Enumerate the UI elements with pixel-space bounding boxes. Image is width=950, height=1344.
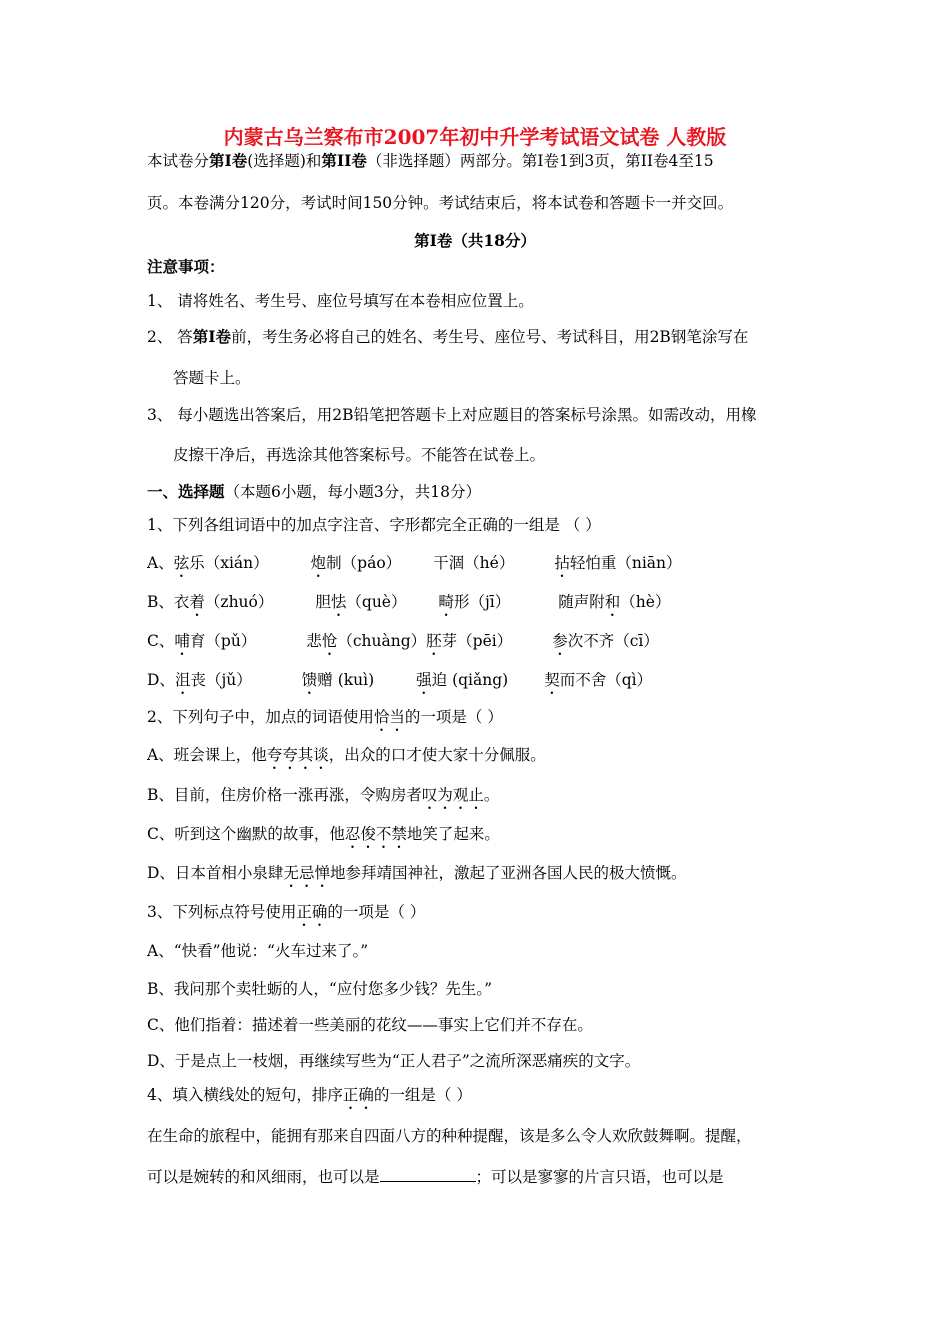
opt-text: B、衣 [147,593,190,611]
opt-text: 形（jī） [454,593,511,611]
q1-option-b [147,591,670,620]
notice-heading: 注意事项： [147,257,225,276]
dotted-char: 怆 [321,632,338,650]
dotted-word: 无忌惮 [283,864,330,882]
q3-stem-text: 3、下列标点符号使用 [147,903,297,921]
opt-text: （què） [346,593,407,611]
dotted-char: 哺 [174,632,190,650]
section-title: 第I卷（共18分） [414,231,536,250]
dotted-char: 强 [416,671,432,689]
opt-text: 地笑了起来。 [406,825,500,843]
opt-text: 丧（jǔ） [190,671,252,689]
q1-stem-text: 1、下列各组词语中的加点字注音、字形都完全正确的一组是 （ ） [147,516,601,534]
q4-stem-text: 4、填入横线处的短句，排序 [147,1086,343,1104]
dotted-char: 沮 [174,671,191,689]
exam-title: 内蒙古乌兰察布市2007年初中升学考试语文试卷 人教版 [223,125,727,149]
opt-letter: A、 [147,554,174,572]
opt-text: （chuàng） [337,632,427,650]
opt-text: 而不舍（qì） [559,671,653,689]
q2-stem-text: 2、下列句子中，加点的词语使用 [147,708,374,726]
opt-text: 制（páo） [326,554,402,572]
intro-text: (选择题)和 [247,152,322,170]
dotted-word: 正确 [342,1086,374,1104]
notice-text: 前，考生务必将自己的姓名、考生号、座位号、考试科目，用2B钢笔涂写在 [231,328,749,346]
q3-option-a: A、“快看”他说：“火车过来了。” [147,942,369,960]
opt-text: 芽（pēi） [441,632,513,650]
dotted-char: 馈 [301,671,318,689]
part1-label: 一、选择题 [147,482,225,501]
opt-text: 轻怕重（niān） [569,554,682,572]
dotted-word: 夸夸其谈 [266,746,329,764]
q1-option-a [147,552,682,581]
opt-text: A、班会课上，他 [147,746,267,764]
dotted-word: 叹为观止 [421,786,484,804]
dotted-char: 契 [544,671,560,689]
opt-text: 随声附 [558,593,605,611]
opt-text: 乐（xián） [189,554,269,572]
dotted-word: 恰当 [373,708,405,726]
dotted-char: 参 [552,632,568,650]
dotted-char: 怯 [330,593,347,611]
dotted-char: 畸 [438,593,454,611]
q1-stem [147,514,601,536]
opt-text: D、日本首相小泉肆 [147,864,284,882]
q2-option-d [147,862,686,891]
intro-text: （非选择题）两部分。第I卷1到3页，第II卷4至15 [366,152,714,170]
opt-text: 次不齐（cī） [567,632,659,650]
q2-option-b [147,784,499,813]
opt-text: 。 [483,786,500,804]
q4-paragraph-2 [147,1166,724,1188]
q4-paragraph-1: 在生命的旅程中，能拥有那来自四面八方的种种提醒，该是多么令人欢欣鼓舞啊。提醒， [147,1127,752,1145]
intro-bold-vol1: 第I卷 [209,151,248,170]
intro-bold-vol2: 第II卷 [321,151,367,170]
intro-line-2: 页。本卷满分120分，考试时间150分钟。考试结束后，将本试卷和答题卡一并交回。 [147,194,734,212]
opt-letter: D、 [147,671,175,689]
q2-stem [147,706,503,735]
notice-item-3-cont: 皮擦干净后，再选涂其他答案标号。不能答在试卷上。 [173,446,546,464]
dotted-char: 炮 [310,554,327,572]
opt-text: 干涸（hé） [433,554,515,572]
opt-text: （zhuó） [204,593,274,611]
opt-text: 地参拜靖国神社，激起了亚洲各国人民的极大愤慨。 [329,864,687,882]
answer-blank[interactable] [380,1167,476,1182]
opt-text: B、目前，住房价格一涨再涨，令购房者 [147,786,422,804]
opt-text: C、听到这个幽默的故事，他 [147,825,345,843]
notice-item-2-cont: 答题卡上。 [173,369,251,387]
q4-stem [147,1084,472,1113]
intro-line-1 [147,150,714,172]
opt-letter: C、 [147,632,175,650]
notice-text: 2、 答 [147,328,193,346]
opt-text: 育（pǔ） [189,632,257,650]
q3-stem-text: 的一项是（ ） [327,903,426,921]
opt-text: ，出众的口才使大家十分佩服。 [328,746,546,764]
dotted-char: 着 [189,593,205,611]
notice-bold: 第I卷 [192,327,232,346]
dotted-word: 忍俊不禁 [344,825,407,843]
q1-option-c [147,630,659,659]
q4-text: ；可以是寥寥的片言只语，也可以是 [475,1168,724,1186]
dotted-char: 弦 [173,554,190,572]
opt-text: 悲 [306,632,322,650]
intro-text: 本试卷分 [147,152,210,170]
q2-stem-text: 的一项是（ ） [404,708,503,726]
part1-desc: （本题6小题，每小题3分，共18分） [224,483,481,501]
q4-stem-text: 的一组是（ ） [373,1086,472,1104]
dotted-char: 胚 [426,632,442,650]
notice-item-2 [147,326,748,348]
dotted-char: 和 [604,593,621,611]
notice-item-1: 1、 请将姓名、考生号、座位号填写在本卷相应位置上。 [147,292,534,310]
opt-text: 赠 (kuì) [317,671,375,689]
q3-option-c: C、他们指着：描述着一些美丽的花纹——事实上它们并不存在。 [147,1016,593,1034]
dotted-char: 拈 [554,554,570,572]
q1-option-d [147,669,652,698]
dotted-word: 正确 [296,903,328,921]
part1-heading [147,481,481,503]
q3-option-b: B、我问那个卖牡蛎的人，“应付您多少钱？先生。” [147,980,492,998]
opt-text: （hè） [620,593,671,611]
q2-option-a [147,744,546,773]
opt-text: 胆 [315,593,331,611]
opt-text: 迫 (qiǎng) [431,671,509,689]
q2-option-c [147,823,500,852]
q4-text: 可以是婉转的和风细雨，也可以是 [147,1168,380,1186]
notice-item-3: 3、 每小题选出答案后，用2B铅笔把答题卡上对应题目的答案标号涂黑。如需改动，用橡 [147,406,757,424]
q3-stem [147,901,425,930]
q3-option-d: D、于是点上一枝烟，再继续写些为“正人君子”之流所深恶痛疾的文字。 [147,1052,641,1070]
